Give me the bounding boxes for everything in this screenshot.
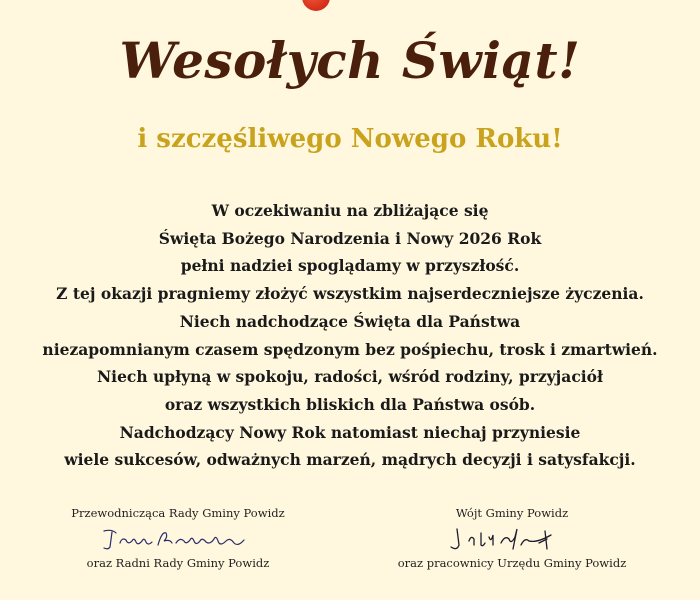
message-line: W oczekiwaniu na zbliżające się [211, 201, 489, 220]
message-line: oraz wszystkich bliskich dla Państwa osób. [164, 394, 536, 414]
signature-block-mayor [362, 505, 662, 571]
greeting-message [0, 197, 700, 474]
message-line: wiele sukcesów, odważnych marzeń, mądrych decyzji i satysfakcji. [64, 450, 636, 470]
bauble-ornament-icon [302, 0, 330, 11]
message-line: niezapomnianym czasem spędzonym bez pośpiechu, trosk i zmartwień. [42, 339, 658, 359]
message-line: Nadchodzący Nowy Rok natomiast niechaj przyniesie [119, 422, 581, 442]
signature-block-council-chair [28, 505, 328, 571]
signature-role: Wójt Gminy Powidz [455, 506, 569, 520]
signature-footer: oraz Radni Rady Gminy Powidz [86, 556, 270, 570]
message-line: pełni nadziei spoglądamy w przyszłość. [180, 256, 520, 276]
greeting-title: Wesołych Świąt! [119, 31, 581, 90]
message-line: Niech upłyną w spokoju, radości, wśród rodziny, przyjaciół [97, 367, 603, 387]
handwritten-signature-right [362, 521, 662, 555]
signature-scribble-left [98, 523, 258, 553]
greeting-subtitle: i szczęśliwego Nowego Roku! [137, 124, 563, 154]
signature-role: Przewodnicząca Rady Gminy Powidz [71, 506, 285, 520]
message-line: Niech nadchodzące Święta dla Państwa [179, 311, 521, 331]
signature-scribble-right [447, 523, 577, 553]
signature-footer: oraz pracownicy Urzędu Gminy Powidz [397, 556, 627, 570]
message-line: Święta Bożego Narodzenia i Nowy 2026 Rok [158, 228, 542, 248]
handwritten-signature-left [28, 521, 328, 555]
message-line: Z tej okazji pragniemy złożyć wszystkim najserdeczniejsze życzenia. [56, 284, 644, 304]
